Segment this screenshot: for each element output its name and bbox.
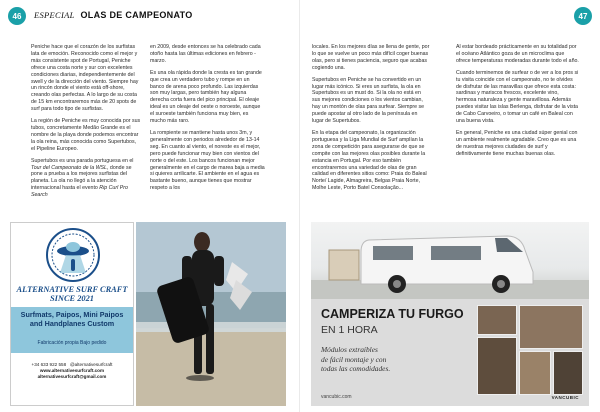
paragraph: Al estar bordeado prácticamente en su totalidad por el océano Atlántico goza de un microclima que ofrece temperaturas moderadas durante todo el año. — [456, 44, 579, 64]
ufo-logo-icon — [42, 227, 104, 283]
ad-brand: ALTERNATIVE SURF CRAFT SINCE 2021 — [16, 285, 128, 303]
paragraph: en 2009, desde entonces se ha celebrado cada otoño hasta las últimas ediciones en febrero - marzo. — [150, 44, 261, 64]
article-column-1 — [31, 44, 141, 204]
ad-photo-grid — [477, 305, 583, 395]
ad-contact — [11, 362, 133, 380]
surfer-image-icon — [136, 222, 286, 406]
section-header — [34, 10, 193, 20]
ad-products-note: Fabricación propia Bajo pedido — [37, 340, 107, 346]
ad-title: CAMPERIZA TU FURGO — [321, 307, 464, 321]
alternative-surf-craft-ad[interactable] — [10, 222, 134, 406]
interior-photo — [477, 305, 517, 335]
van-photo — [311, 222, 589, 299]
ad-description: Módulos extraíbles de fácil montaje y con todas las comodidades. — [321, 345, 391, 373]
van-image-icon — [311, 222, 589, 299]
ad-products: Surfmats, Paipos, Mini Paipos and Handplanes Custom — [20, 310, 124, 328]
ad-email-link[interactable]: alternativesurfcraft@gmail.com — [37, 374, 107, 379]
vancubic-ad[interactable] — [311, 299, 589, 406]
paragraph: Supertubos en Peniche se ha convertido en un lugar más icónico. Si eres un surfista, la ola en Supertubos es un must do. Si la ola no está en sus mejores condiciones o los vientos cambian, hay un montón de olas para surfear. Siempre se puede apostar al otro lado de la península en lugar de Supertubos. — [312, 76, 425, 125]
article-column-2 — [150, 44, 265, 197]
paragraph: Supertubos es una parada portuguesa en el Tour del Campeonato de la WSL, donde se pone a prueba a los mejores surfistas del planeta. La ola no llegó a la atención internacional hasta el evento Rip Curl Pro Search — [31, 157, 134, 199]
paragraph: Es una ola rápida donde la cresta es tan grande que crea un verdadero tubo y rompe en un banco de arena poco profundo. Las izquierdas son muy largas, pero también hay alguna derecha corta fuera del pico principal. El oleaje ideal es un oleaje del oeste o noroeste, aunque el suroeste también funciona muy bien, es mucho más raro. — [150, 69, 262, 125]
vancubic-logo: VANCUBIC — [551, 395, 579, 400]
ad-subtitle: EN 1 HORA — [321, 324, 378, 336]
paragraph: En general, Peniche es una ciudad súper genial con un ambiente realmente agradable. Creo que es una de nuestras mejores ciudades de surf y definitivamente tiene muchas buenas olas. — [456, 129, 578, 157]
interior-photo — [477, 337, 517, 395]
section-special-label: ESPECIAL — [34, 10, 75, 20]
article-column-4 — [456, 44, 580, 163]
paragraph: La rompiente se mantiene hasta unos 3m, y generalmente con periodos alrededor de 13-14 seg. En cuanto al viento, el noreste es el mejor, pero puede funcionar muy bien con vientos del norte o del este. Los bancos funcionan mejor generalmente en el cargo de marea baja a media si quieres arrilicarte. El ambiente en el agua es bastante bueno, aunque tienes que mostrar respeto a los — [150, 129, 265, 192]
surfer-photo — [136, 222, 286, 406]
interior-photo — [553, 351, 583, 395]
section-title: OLAS DE CAMPEONATO — [80, 10, 193, 20]
ad-phone[interactable]: +34 633 922 558 — [31, 362, 67, 367]
paragraph: locales. En los mejores días se llena de gente, por lo que se vuelve un poco más difícil coger buenas olas, pero si tienes paciencia, seguro que acabas cogiendo una. — [312, 44, 430, 71]
ad-website-link[interactable]: vancubic.com — [321, 394, 352, 400]
article-column-3 — [312, 44, 430, 197]
page-number-right: 47 — [574, 7, 592, 25]
paragraph: En la etapa del campeonato, la organización portuguesa y la Liga Mundial de Surf amplían la zona de competición para asegurarse de que se compite con las mejores olas posibles durante la estancia en Portugal. Por eso también encontraremos una variedad de olas de gran calidad en diferentes sitios como: Praia do Baleal Norte/ Lagide, Almagreira, Belgas Praia Norte, Molhe Leste, Porto Batel Consolação... — [312, 129, 427, 192]
page-number-left: 46 — [8, 7, 26, 25]
paragraph: Cuando terminemos de surfear o de ver a los pros si tu visita coincide con el campeonato, no te olvides de disfrutar de las maravillas que ofrece esta costa: sardinas y mariscos frescos, excelente vino, hermosa naturaleza y gente maravillosa. Además puedes visitar las islas Berlenga, disfrutar de la vista de Cabo Carvoeiro, o tomar un café en Baleal con una buena vista. — [456, 69, 579, 125]
ad-website-link[interactable]: www.alternativesurfcraft.com — [39, 368, 105, 373]
right-page — [300, 0, 600, 412]
interior-photo — [519, 351, 551, 395]
paragraph: La región de Peniche es muy conocida por sus tubos, concretamente Medão Grande es el nombre de la playa donde podemos encontrar la ola reina, más conocida como Supertubos, el Pipeline Europeo. — [31, 118, 141, 152]
interior-photo — [519, 305, 583, 349]
paragraph: Peniche hace que el corazón de los surfistas lata de emoción. Reconocido como el mejor y más consistente spot de Portugal, Peniche ofrece una costa norte y sur con excelentes condiciones diarias, independientemente del swell y de la dirección del viento. Siempre hay un rincón donde el viento está off-shore, creando olas perfectas. A lo largo de su costa de 15 km encontraremos más de 20 spots de surf para todo tipo de surfistas. — [31, 44, 139, 113]
ad-instagram[interactable]: @alternativesurfcraft — [70, 362, 113, 367]
